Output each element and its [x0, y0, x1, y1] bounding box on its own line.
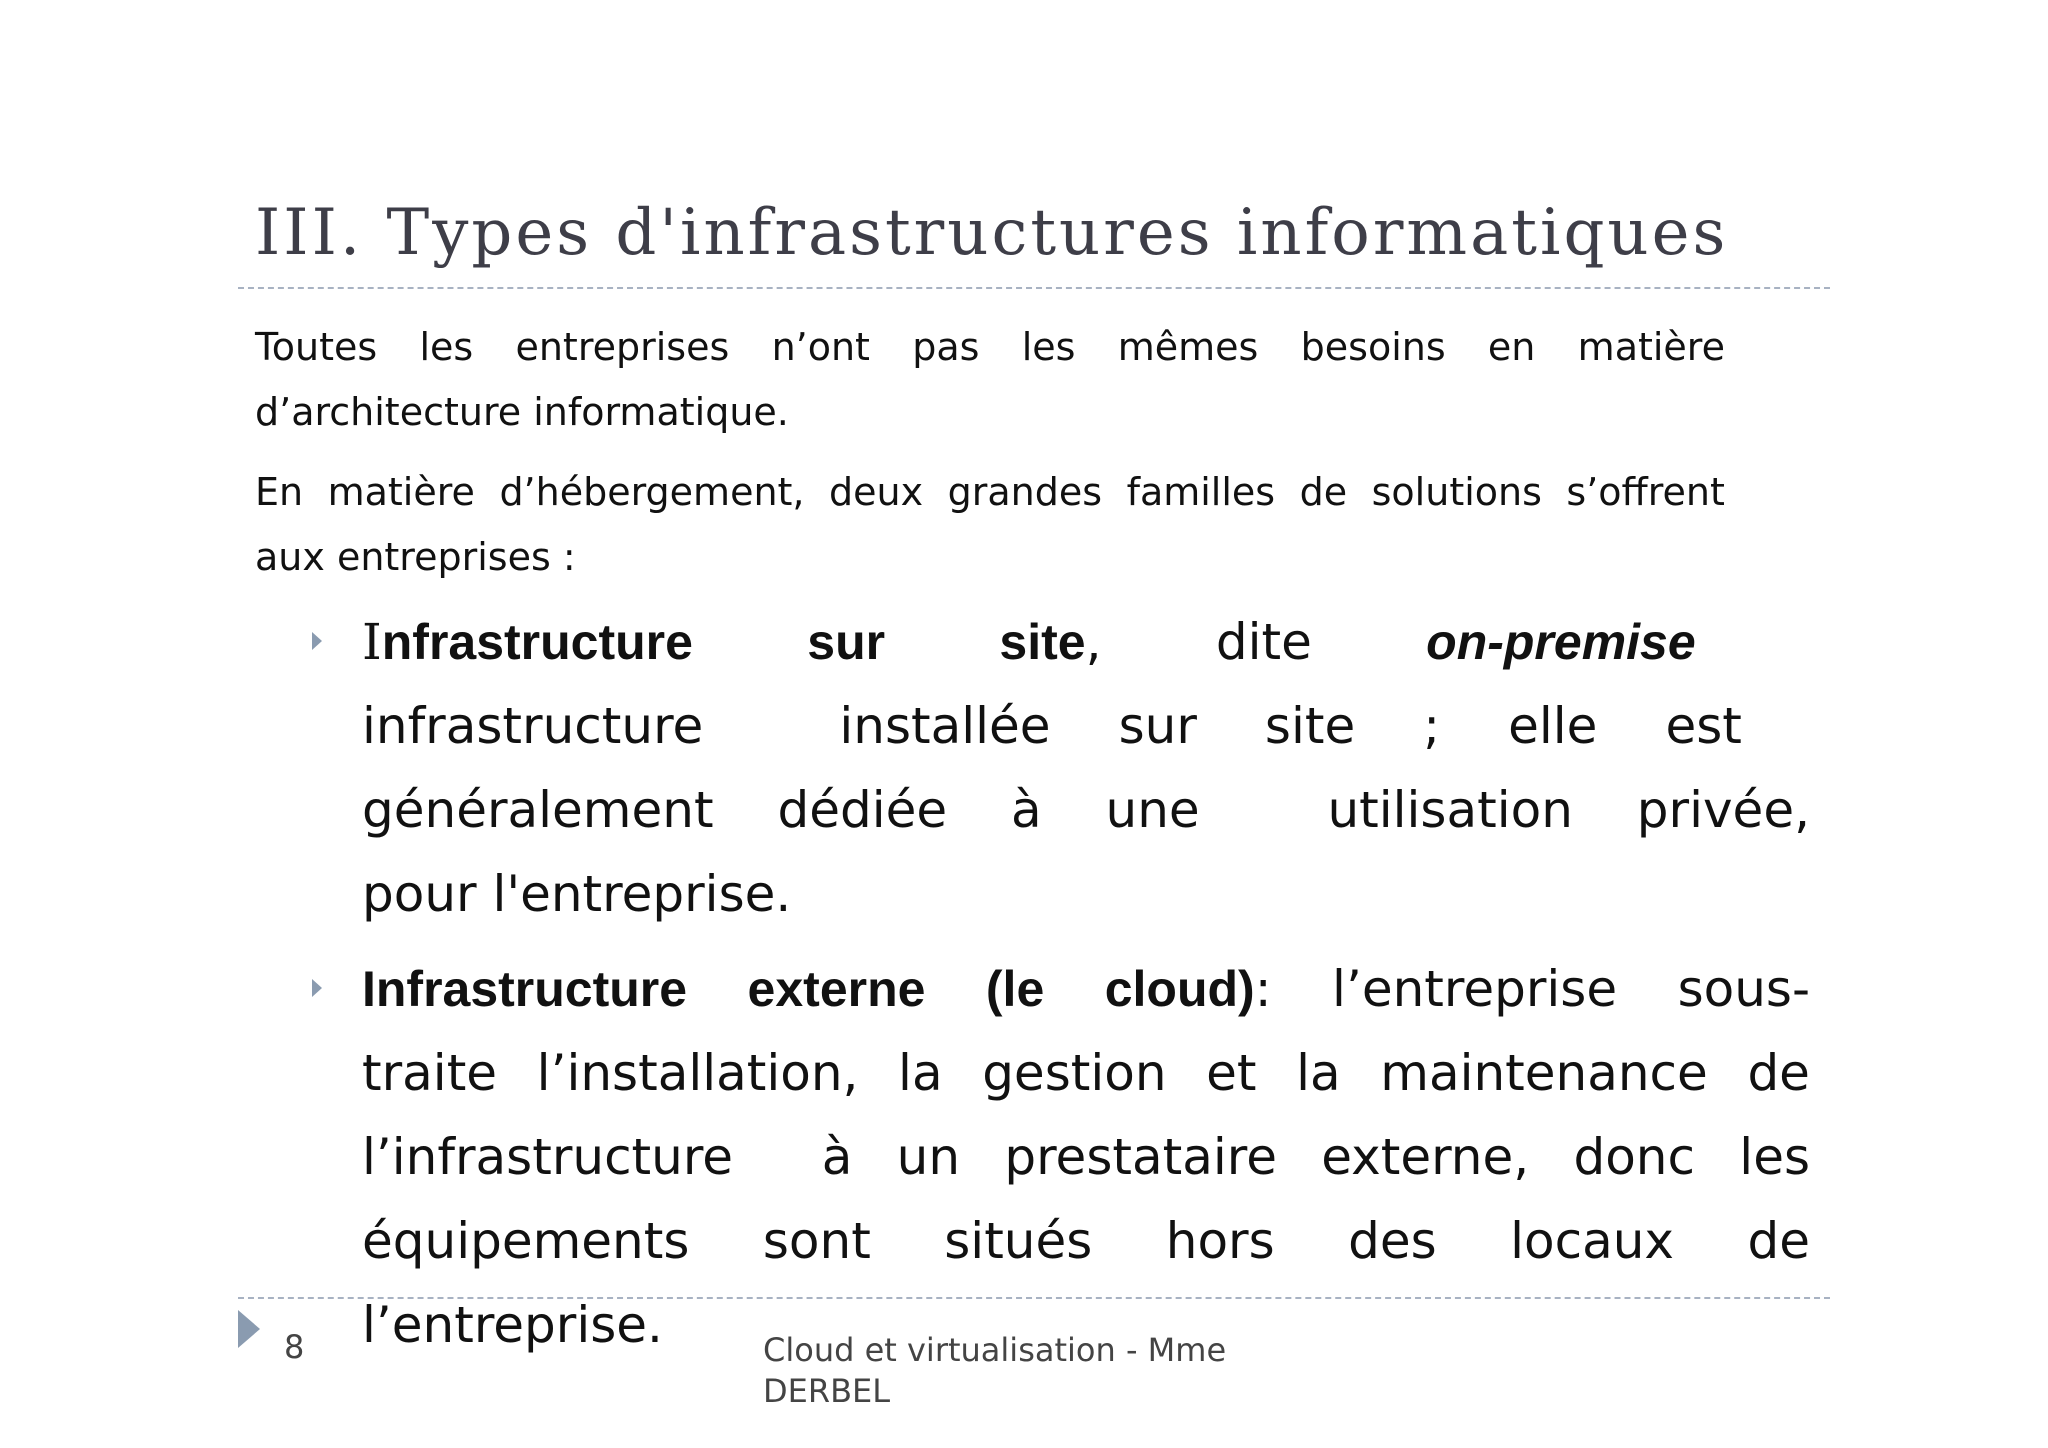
bullet-2-line-4 — [362, 1199, 1810, 1283]
bullet-1-line-2 — [362, 684, 1810, 768]
word: généralement — [362, 781, 714, 839]
word: sur — [807, 614, 886, 670]
bullet-1-lead — [362, 600, 693, 684]
bullet-1-line-4: pour l'entreprise. — [362, 865, 792, 923]
word: familles — [1126, 470, 1276, 514]
bullet-item-on-premise — [300, 600, 1810, 936]
word: n’ont — [771, 325, 870, 369]
page-number: 8 — [284, 1328, 305, 1366]
bullet-2-line-1 — [362, 947, 1810, 1031]
word: entreprises — [515, 325, 730, 369]
intro-paragraph-1 — [255, 315, 1725, 445]
word: l’infrastructure — [362, 1128, 734, 1186]
word: traite — [362, 1044, 498, 1102]
word: les — [419, 325, 474, 369]
word: situés — [944, 1212, 1093, 1270]
word: donc — [1573, 1128, 1695, 1186]
word: et — [1206, 1044, 1257, 1102]
intro-paragraph-2-line-2: aux entreprises : — [255, 535, 576, 579]
word: l’entreprise — [1332, 960, 1618, 1018]
bullet-1-line-1 — [362, 600, 1810, 684]
bullet-list — [300, 600, 1810, 1367]
colon: : — [1254, 960, 1272, 1018]
word: de — [1747, 1212, 1810, 1270]
word: infrastructure — [362, 697, 704, 755]
word: externe, — [1321, 1128, 1530, 1186]
word: de — [1747, 1044, 1810, 1102]
lead-initial: I — [362, 613, 382, 671]
on-premise-term: on-premise — [1426, 614, 1696, 670]
word: site — [999, 614, 1086, 670]
footer-divider — [238, 1297, 1830, 1299]
bullet-2-cloud — [1105, 947, 1272, 1031]
word: (le — [985, 961, 1045, 1017]
word: matière — [1577, 325, 1725, 369]
intro-paragraph-2 — [255, 460, 1725, 590]
word: sur — [1118, 697, 1197, 755]
bullet-1-line-3 — [362, 768, 1810, 852]
word: solutions — [1371, 470, 1542, 514]
bullet-2-line-2 — [362, 1031, 1810, 1115]
word: dédiée — [777, 781, 948, 839]
word: des — [1348, 1212, 1437, 1270]
word: cloud) — [1104, 961, 1255, 1017]
lead-text: nfrastructure — [381, 614, 693, 670]
bullet-arrow-icon — [312, 979, 322, 997]
word: en — [1487, 325, 1536, 369]
word: à — [1011, 781, 1042, 839]
word: la — [1296, 1044, 1341, 1102]
word: dite — [1215, 613, 1312, 671]
word: les — [1739, 1128, 1810, 1186]
comma: , — [1085, 613, 1102, 671]
slide-title: III. Types d'infrastructures informatiques — [255, 196, 1729, 270]
word: deux — [829, 470, 924, 514]
word: site — [1264, 697, 1356, 755]
word: maintenance — [1380, 1044, 1708, 1102]
word: l’installation, — [536, 1044, 859, 1102]
word: sous- — [1677, 960, 1810, 1018]
word: installée — [839, 697, 1051, 755]
word: une — [1105, 781, 1200, 839]
intro-paragraph-1-line-1 — [255, 315, 1725, 380]
word: besoins — [1300, 325, 1446, 369]
word: s’offrent — [1566, 470, 1725, 514]
word: un — [896, 1128, 961, 1186]
word: Infrastructure — [362, 961, 688, 1017]
bullet-2-line-5: l’entreprise. — [362, 1296, 663, 1354]
word: externe — [747, 961, 926, 1017]
word: matière — [327, 470, 475, 514]
word: elle — [1508, 697, 1598, 755]
word: prestataire — [1004, 1128, 1277, 1186]
word: utilisation — [1327, 781, 1573, 839]
word: est — [1665, 697, 1742, 755]
word: locaux — [1510, 1212, 1675, 1270]
intro-paragraph-2-line-1 — [255, 460, 1725, 525]
footer-text: Cloud et virtualisation - Mme DERBEL — [763, 1331, 1227, 1410]
footer-arrow-icon — [238, 1310, 260, 1348]
word: pas — [912, 325, 980, 369]
word: gestion — [982, 1044, 1167, 1102]
word: sont — [762, 1212, 871, 1270]
bullet-2-line-3 — [362, 1115, 1810, 1199]
intro-paragraph-1-line-2: d’architecture informatique. — [255, 390, 789, 434]
word: de — [1299, 470, 1348, 514]
word: En — [255, 470, 304, 514]
bullet-1-site — [999, 600, 1101, 684]
word: les — [1021, 325, 1076, 369]
word: mêmes — [1117, 325, 1259, 369]
word: Toutes — [255, 325, 378, 369]
word: d’hébergement, — [499, 470, 805, 514]
word: la — [898, 1044, 943, 1102]
word: grandes — [947, 470, 1103, 514]
word: à — [821, 1128, 853, 1186]
word: équipements — [362, 1212, 690, 1270]
word: hors — [1165, 1212, 1275, 1270]
word: privée, — [1636, 781, 1810, 839]
bullet-arrow-icon — [312, 632, 322, 650]
word: ; — [1423, 697, 1441, 755]
bullet-item-cloud — [300, 947, 1810, 1367]
title-divider — [238, 287, 1830, 289]
